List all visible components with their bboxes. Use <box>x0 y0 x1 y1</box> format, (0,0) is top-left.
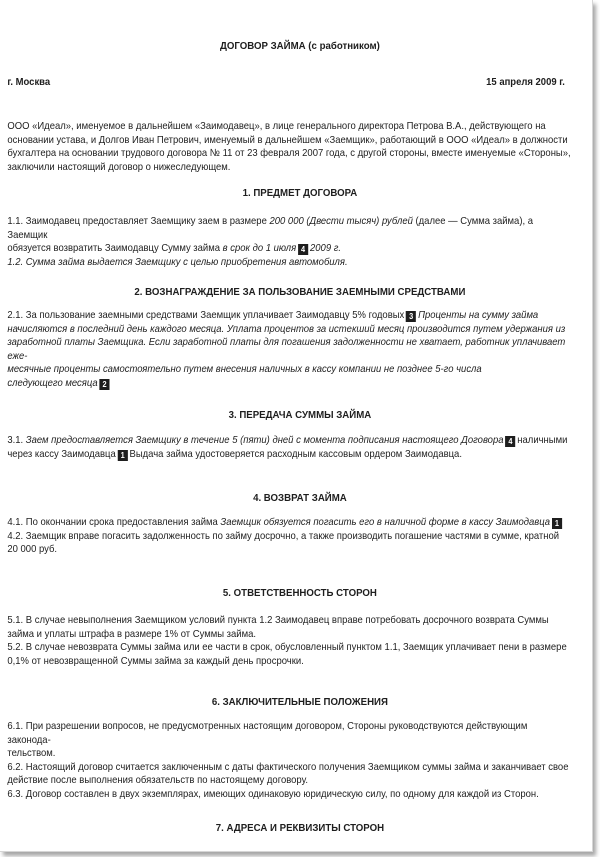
clause-2-1-cont: начисляются в последний день каждого месяца. Уплата процентов за истекший месяц производится путем удержания из <box>7 323 566 335</box>
clause-6-1: 6.1. При разрешении вопросов, не предусмотренных настоящим договором, Стороны руководствуются действующим законода- <box>7 721 528 746</box>
note-marker: 1 <box>118 450 128 461</box>
preamble-line: заключили настоящий договор о нижеследующем. <box>7 161 231 173</box>
clause-6-3: 6.3. Договор составлен в двух экземплярах, имеющих одинаковую юридическую силу, по одному для каждой из Сторон. <box>7 788 539 800</box>
due-date: в срок до 1 июля <box>222 243 297 254</box>
clause-1-1 <box>7 215 573 242</box>
clause-4-2: 4.2. Заемщик вправе погасить задолженность по займу досрочно, а также производить погашение частями в сумме, кратной <box>7 530 560 542</box>
section-5 <box>7 614 573 668</box>
due-year: 2009 г. <box>310 243 342 254</box>
clause-5-2-cont: 0,1% от невозвращенной Суммы займа за каждый день просрочки. <box>7 655 304 667</box>
clause-4-1 <box>7 516 573 530</box>
clause-3-1 <box>7 434 573 448</box>
note-marker: 3 <box>406 311 416 322</box>
clause-6-2-cont: действие после выполнения обязательств по настоящему договору. <box>7 775 308 786</box>
text: через кассу Заимодавца <box>7 448 116 460</box>
section-title-2: 2. ВОЗНАГРАЖДЕНИЕ ЗА ПОЛЬЗОВАНИЕ ЗАЕМНЫМИ СРЕДСТВАМИ <box>134 286 466 298</box>
clause-5-2: 5.2. В случае невозврата Суммы займа или ее части в срок, обусловленный пунктом 1.1, Заемщик уплачивает пени в размере <box>7 642 567 653</box>
section-title-7: 7. АДРЕСА И РЕКВИЗИТЫ СТОРОН <box>215 822 385 834</box>
clause-3-1-cont <box>7 448 573 462</box>
section-2 <box>7 309 573 390</box>
note-marker: 1 <box>552 518 562 529</box>
text: наличными <box>517 435 568 446</box>
text: Заем предоставляется Заемщику в течение 5 (пяти) дней с момента подписания настоящего Договора <box>25 435 504 446</box>
section-3 <box>7 434 573 461</box>
header-row <box>7 76 565 90</box>
clause-4-2-cont: 20 000 руб. <box>7 544 58 555</box>
section-4 <box>7 516 573 557</box>
clause-5-1-cont: займа и уплаты штрафа в размере 1% от Суммы займа. <box>7 628 257 640</box>
contract-date: 15 апреля 2009 г. <box>486 77 565 88</box>
text: Заемщик обязуется погасить его в наличной форме в кассу Заимодавца <box>220 517 551 528</box>
text: Выдача займа удостоверяется расходным кассовым ордером Заимодавца. <box>129 448 462 460</box>
section-title-3: 3. ПЕРЕДАЧА СУММЫ ЗАЙМА <box>228 409 372 421</box>
preamble-line: основании устава, и Долгов Иван Петрович, именуемый в дальнейшем «Заемщик», работающий в ООО «Идеал» в должности <box>7 134 568 146</box>
clause-1-2: 1.2. Сумма займа выдается Заемщику с целью приобретения автомобиля. <box>7 256 348 268</box>
section-title-1: 1. ПРЕДМЕТ ДОГОВОРА <box>242 187 358 199</box>
section-6 <box>7 720 573 801</box>
text: 4.1. По окончании срока предоставления займа <box>7 517 221 528</box>
clause-2-1-cont <box>7 377 573 391</box>
text: обязуется возвратить Заимодавцу Сумму займа <box>7 243 223 254</box>
clause-2-1-cont: месячные проценты самостоятельно путем внесения наличных в кассу компании не позднее 5-го числа <box>7 364 482 375</box>
clause-6-1-cont: тельством. <box>7 748 56 759</box>
note-marker: 4 <box>298 244 308 255</box>
text: 1.1. Заимодавец предоставляет Заемщику заем в размере <box>7 216 270 227</box>
section-title-5: 5. ОТВЕТСТВЕННОСТЬ СТОРОН <box>222 587 377 599</box>
clause-1-1-cont <box>7 242 573 256</box>
preamble-line: бухгалтера на основании трудового договора № 11 от 23 февраля 2007 года, с другой стороны, вместе именуемые «Стороны», <box>7 148 571 159</box>
text: 3.1. <box>7 435 26 446</box>
text: следующего месяца <box>7 377 98 389</box>
clause-2-1-cont: заработной платы Заемщика. Если заработной платы для погашения задолженности не хватает, работник уплачивает еже- <box>7 337 566 362</box>
preamble-line: ООО «Идеал», именуемое в дальнейшем «Заимодавец», в лице генерального директора Петрова В.А., действующего на <box>7 121 546 132</box>
section-title-4: 4. ВОЗВРАТ ЗАЙМА <box>253 492 347 504</box>
section-1 <box>7 215 573 269</box>
clause-6-2: 6.2. Настоящий договор считается заключенным с даты фактического получения Заемщиком суммы займа и заканчивает свое <box>7 761 569 773</box>
clause-5-1: 5.1. В случае невыполнения Заемщиком условий пункта 1.2 Заимодавец вправе потребовать досрочного возврата Суммы <box>7 615 549 626</box>
preamble <box>7 120 573 174</box>
city: г. Москва <box>7 77 51 88</box>
text: 2.1. За пользование заемными средствами Заемщик уплачивает Заимодавцу 5% годовых <box>7 310 405 321</box>
text: Проценты на сумму займа <box>418 310 539 321</box>
note-marker: 2 <box>99 379 109 390</box>
document-title: ДОГОВОР ЗАЙМА (с работником) <box>219 40 380 52</box>
loan-amount: 200 000 (Двести тысяч) рублей <box>269 216 413 227</box>
clause-2-1 <box>7 309 573 323</box>
section-title-6: 6. ЗАКЛЮЧИТЕЛЬНЫЕ ПОЛОЖЕНИЯ <box>211 696 388 708</box>
note-marker: 4 <box>505 436 515 447</box>
text: (далее — Сумма займа), а Заемщик <box>7 216 534 241</box>
